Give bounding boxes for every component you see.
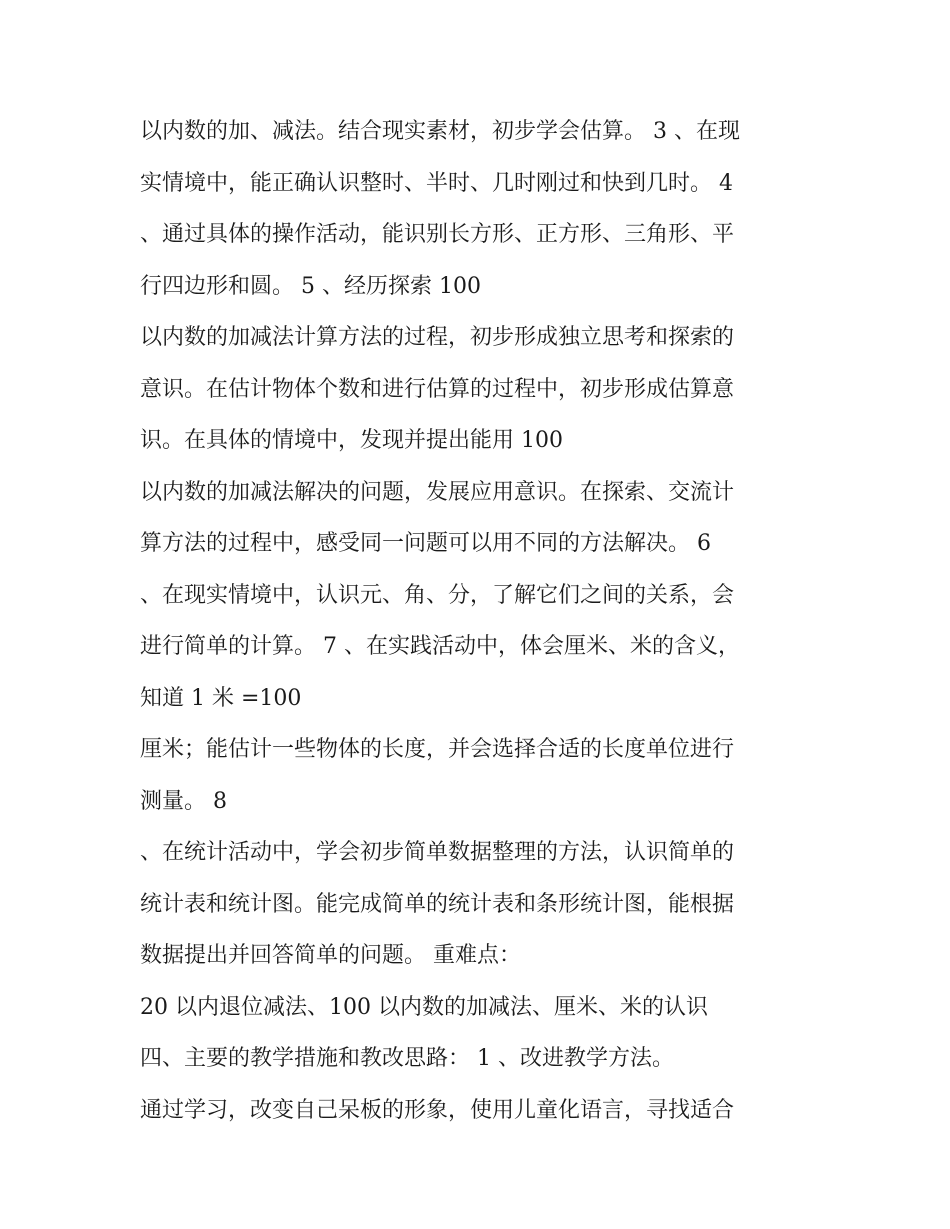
text-line: 通过学习，改变自己呆板的形象，使用儿童化语言，寻找适合 bbox=[140, 1097, 735, 1123]
text-line: 行四边形和圆。 5 、经历探索 100 bbox=[140, 273, 481, 299]
text-line: 测量。 8 bbox=[140, 788, 227, 814]
text-line: 算方法的过程中，感受同一问题可以用不同的方法解决。 6 bbox=[140, 531, 711, 556]
text-line: 以内数的加、减法。结合现实素材，初步学会估算。 3 、在现 bbox=[140, 119, 740, 144]
text-line: 、在现实情境中，认识元、角、分，了解它们之间的关系，会 bbox=[140, 582, 735, 608]
text-line: 、在统计活动中，学会初步简单数据整理的方法，认识简单的 bbox=[140, 840, 735, 865]
text-line: 四、主要的教学措施和教改思路： 1 、改进教学方法。 bbox=[140, 1046, 674, 1071]
document-body bbox=[140, 106, 830, 1136]
text-line: 、通过具体的操作活动，能识别长方形、正方形、三角形、平 bbox=[140, 222, 735, 247]
text-line: 进行简单的计算。 7 、在实践活动中，体会厘米、米的含义， bbox=[140, 634, 740, 659]
text-line: 20 以内退位减法、100 以内数的加减法、厘米、米的认识 bbox=[140, 994, 708, 1020]
text-line: 厘米；能估计一些物体的长度，并会选择合适的长度单位进行 bbox=[140, 737, 735, 762]
text-line: 实情境中，能正确认识整时、半时、几时刚过和快到几时。 4 bbox=[140, 170, 733, 196]
text-line: 意识。在估计物体个数和进行估算的过程中，初步形成估算意 bbox=[140, 376, 735, 402]
text-line: 以内数的加减法解决的问题，发展应用意识。在探索、交流计 bbox=[140, 479, 735, 505]
text-line: 知道 1 米 =100 bbox=[140, 685, 302, 711]
text-line: 识。在具体的情境中，发现并提出能用 100 bbox=[140, 428, 563, 453]
text-line: 以内数的加减法计算方法的过程，初步形成独立思考和探索的 bbox=[140, 325, 735, 350]
text-line: 统计表和统计图。能完成简单的统计表和条形统计图，能根据 bbox=[140, 891, 735, 917]
text-line: 数据提出并回答简单的问题。 重难点： bbox=[140, 943, 521, 968]
